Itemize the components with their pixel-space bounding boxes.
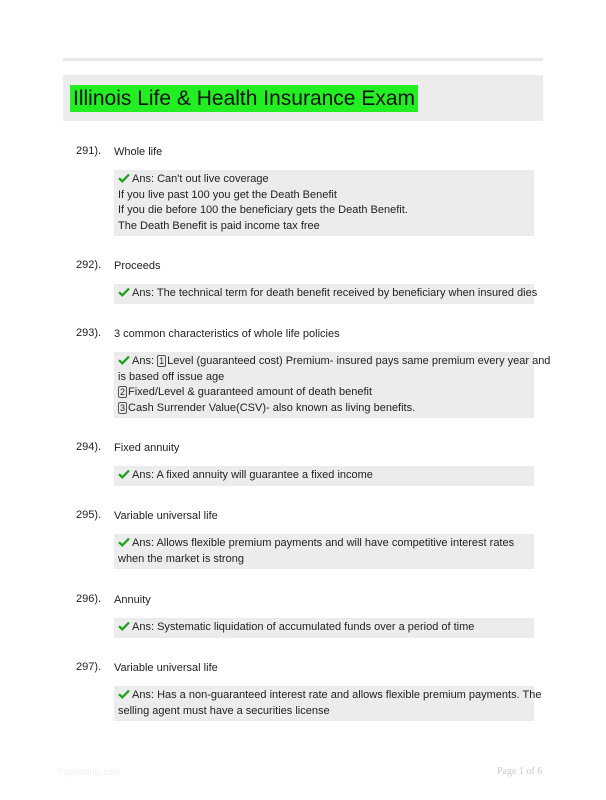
answer-text: The Death Benefit is paid income tax free (118, 219, 320, 232)
check-icon (118, 621, 130, 631)
answer-text: Ans: The technical term for death benefit received by beneficiary when insured dies (132, 287, 538, 299)
answer-text: Ans: Can't out live coverage (132, 173, 269, 185)
answer-box (114, 534, 534, 569)
answer-prefix: Ans: (132, 355, 158, 367)
page-number: Page 1 of 6 (497, 766, 543, 777)
answer-box (114, 618, 534, 638)
answer-box (114, 170, 534, 236)
answer-box (114, 284, 538, 304)
answer-box (114, 352, 551, 418)
question-number: 291). (76, 145, 102, 157)
answer-text: is based off issue age (118, 370, 225, 383)
header-divider (63, 58, 543, 61)
question-number: 297). (76, 661, 102, 673)
question-number: 295). (76, 509, 102, 521)
answer-text: Ans: Systematic liquidation of accumulated funds over a period of time (132, 621, 475, 633)
answer-text: If you live past 100 you get the Death Benefit (118, 188, 337, 201)
question-number: 294). (76, 441, 102, 453)
check-icon (118, 469, 130, 479)
watermark: Papertonic.com (58, 767, 121, 777)
answer-text: Fixed/Level & guaranteed amount of death benefit (128, 386, 373, 398)
answer-text: selling agent must have a securities license (118, 704, 330, 717)
answer-text: Ans: Allows flexible premium payments and will have competitive interest rates (132, 537, 515, 549)
answer-text: If you die before 100 the beneficiary gets the Death Benefit. (118, 204, 408, 216)
check-icon (118, 689, 130, 699)
answer-text: Cash Surrender Value(CSV)- also known as living benefits. (128, 401, 416, 414)
question-text: Variable universal life (114, 510, 218, 522)
answer-text: Ans: Has a non-guaranteed interest rate and allows flexible premium payments. The (132, 689, 542, 701)
question-text: Annuity (114, 594, 151, 606)
question-number: 296). (76, 593, 102, 605)
question-text: Proceeds (114, 260, 161, 272)
question-text: 3 common characteristics of whole life policies (114, 328, 340, 340)
check-icon (118, 287, 130, 297)
number-marker: 2 (120, 387, 126, 397)
answer-box (114, 686, 542, 721)
check-icon (118, 355, 130, 365)
answer-text: Level (guaranteed cost) Premium- insured pays same premium every year and (167, 355, 551, 367)
answer-text: Ans: A fixed annuity will guarantee a fixed income (132, 469, 373, 481)
number-marker: 1 (159, 356, 165, 366)
answer-box (114, 466, 534, 486)
number-marker: 3 (120, 402, 126, 413)
question-text: Whole life (114, 146, 163, 158)
question-text: Fixed annuity (114, 442, 180, 454)
page-title: Illinois Life & Health Insurance Exam (70, 85, 418, 112)
check-icon (118, 173, 130, 183)
check-icon (118, 537, 130, 547)
question-number: 292). (76, 259, 102, 271)
question-number: 293). (76, 327, 102, 339)
question-text: Variable universal life (114, 662, 218, 674)
answer-text: when the market is strong (118, 552, 244, 565)
